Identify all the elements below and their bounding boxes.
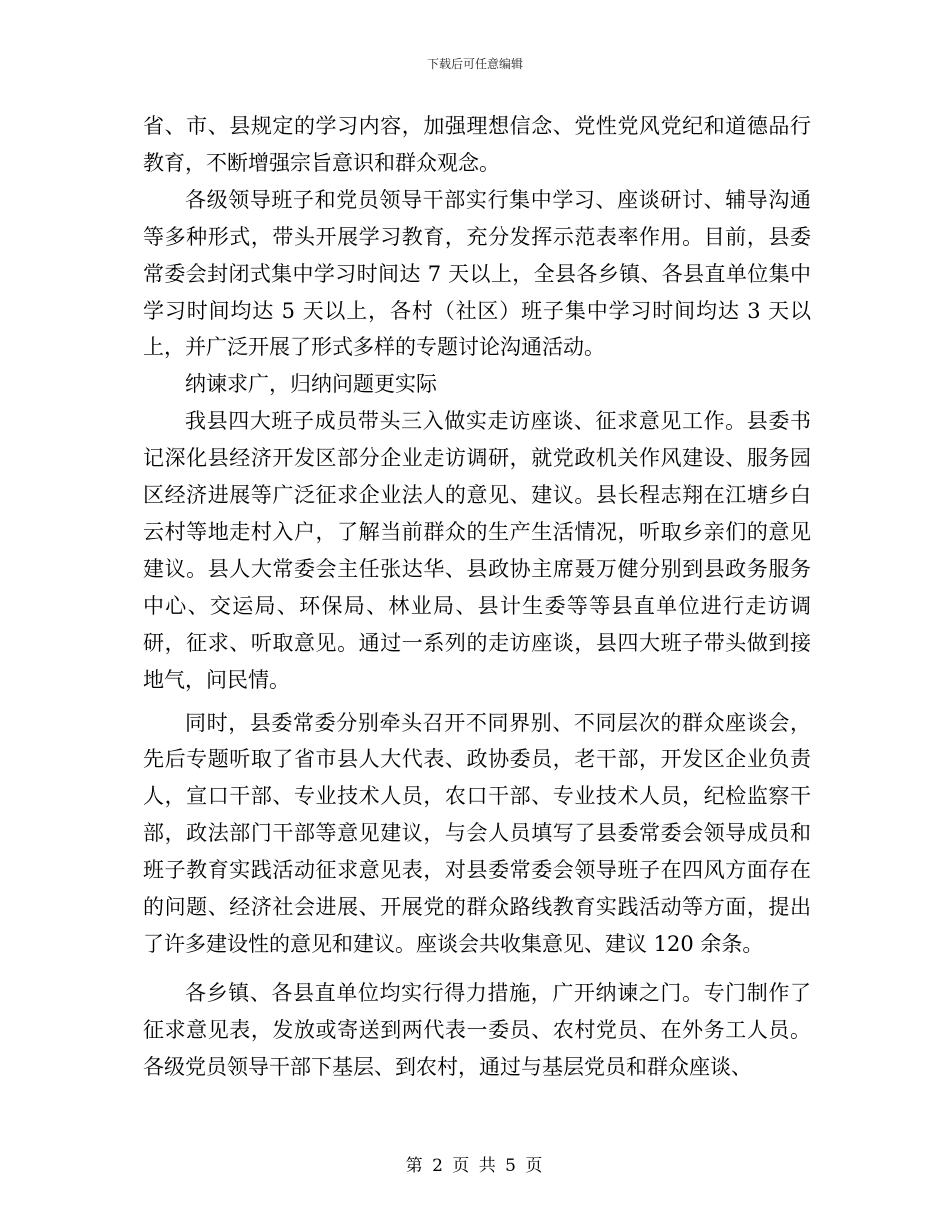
page-number-footer: 第 2 页 共 5 页 <box>405 1156 545 1176</box>
paragraph-measures: 各乡镇、各县直单位均实行得力措施，广开纳谏之门。专门制作了征求意见表，发放或寄送到两代表一委员、农村党员、在外务工人员。各级党员领导干部下基层、到农村，通过与基层党员和群众座谈、 <box>143 980 811 1079</box>
section-heading: 纳谏求广，归纳问题更实际 <box>185 372 437 397</box>
paragraph-forums: 同时，县委常委分别牵头召开不同界别、不同层次的群众座谈会，先后专题听取了省市县人大代表、政协委员，老干部，开发区企业负责人，宣口干部、专业技术人员，农口干部、专业技术人员，纪检监察干部，政法部门干部等意见建议，与会人员填写了县委常委会领导成员和班子教育实践活动征求意见表，对县委常委会领导班子在四风方面存在的问题、经济社会进展、开展党的群众路线教育实践活动等方面，提出了许多建设性的意见和建议。座谈会共收集意见、建议 120 余条。 <box>143 710 811 956</box>
paragraph-visits: 我县四大班子成员带头三入做实走访座谈、征求意见工作。县委书记深化县经济开发区部分企业走访调研，就党政机关作风建设、服务园区经济进展等广泛征求企业法人的意见、建议。县长程志翔在江塘乡白云村等地走村入户，了解当前群众的生产生活情况，听取乡亲们的意见建议。县人大常委会主任张达华、县政协主席聂万健分别到县政务服务中心、交运局、环保局、林业局、县计生委等等县直单位进行走访调研，征求、听取意见。通过一系列的走访座谈，县四大班子带头做到接地气，问民情。 <box>143 409 811 692</box>
page-header-note: 下载后可任意编辑 <box>426 57 523 71</box>
document-body <box>143 108 811 1086</box>
paragraph-continuation: 省、市、县规定的学习内容，加强理想信念、党性党风党纪和道德品行教育，不断增强宗旨意识和群众观念。 <box>143 114 811 175</box>
paragraph-leadership-study: 各级领导班子和党员领导干部实行集中学习、座谈研讨、辅导沟通等多种形式，带头开展学习教育，充分发挥示范表率作用。目前，县委常委会封闭式集中学习时间达 7 天以上，全县各乡镇、各县直单位集中学习时间均达 5 天以上，各村（社区）班子集中学习时间均达 3 天以上，并广泛开展了形式多样的专题讨论沟通活动。 <box>143 187 811 360</box>
